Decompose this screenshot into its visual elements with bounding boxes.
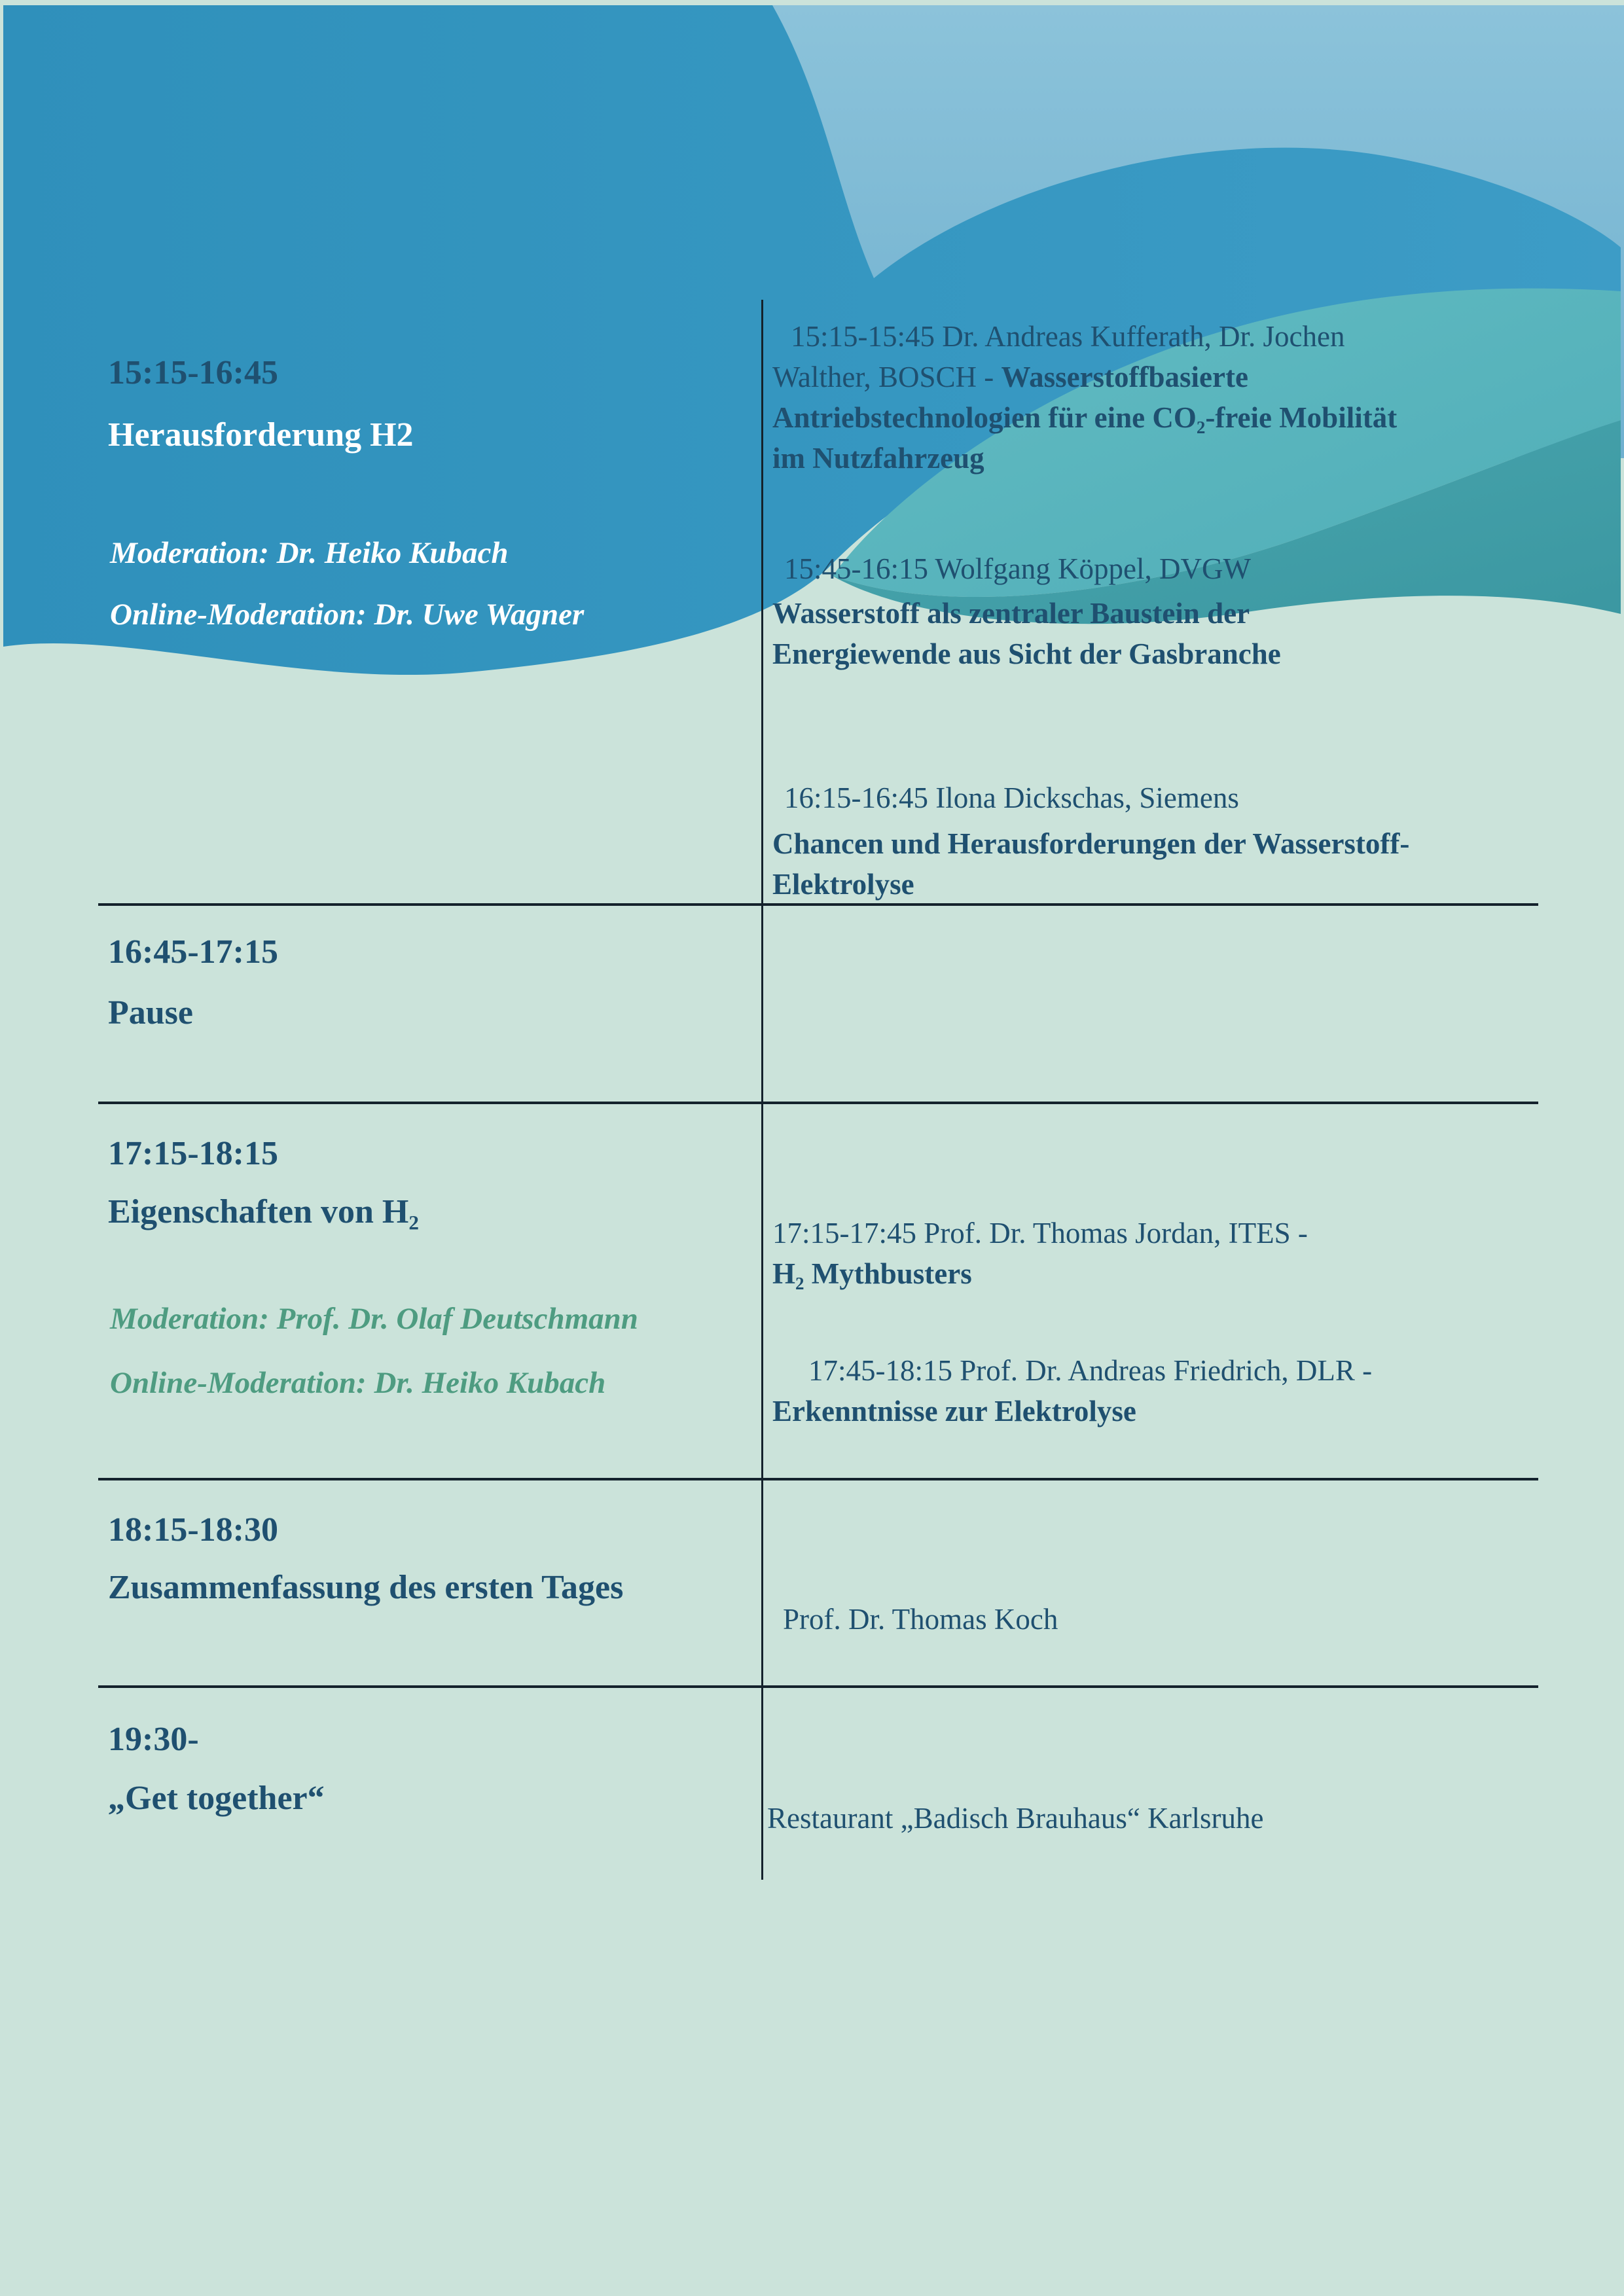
- talk-line: Antriebstechnologien für eine CO₂-freie Mobilität: [772, 401, 1398, 434]
- talk-line: 15:45-16:15 Wolfgang Köppel, DVGW: [784, 552, 1251, 585]
- talk-dickschas: [772, 778, 1409, 905]
- talk-line: Wasserstoff als zentraler Baustein der: [772, 597, 1250, 630]
- talk-line: H₂ Mythbusters: [772, 1257, 972, 1290]
- column-divider-line: [761, 300, 763, 1880]
- talk-line: 15:15-15:45 Dr. Andreas Kufferath, Dr. Jochen: [791, 320, 1345, 353]
- talk-line: im Nutzfahrzeug: [772, 442, 984, 475]
- session-5-title: „Get together“: [108, 1780, 325, 1817]
- talk-friedrich: [772, 1350, 1372, 1431]
- talk-line: 17:45-18:15 Prof. Dr. Andreas Friedrich, DLR -: [808, 1354, 1373, 1387]
- talk-line: Chancen und Herausforderungen der Wasserstoff-: [772, 827, 1410, 860]
- session-5-time: 19:30-: [108, 1721, 199, 1758]
- talk-line: 17:15-17:45 Prof. Dr. Thomas Jordan, ITES -: [772, 1217, 1308, 1249]
- talk-kufferath-walther: [772, 316, 1397, 478]
- session-3-online-moderation: Online-Moderation: Dr. Heiko Kubach: [110, 1366, 606, 1400]
- session-1-moderation: Moderation: Dr. Heiko Kubach: [110, 536, 509, 570]
- session-3-time: 17:15-18:15: [108, 1135, 278, 1172]
- talk-line: Erkenntnisse zur Elektrolyse: [772, 1395, 1136, 1427]
- session-4-time: 18:15-18:30: [108, 1511, 278, 1549]
- talk-koeppel: [772, 548, 1281, 674]
- session-2-title: Pause: [108, 994, 193, 1031]
- talk-jordan: [772, 1213, 1308, 1294]
- session-1-time: 15:15-16:45: [108, 354, 278, 391]
- talk-line: Walther, BOSCH - Wasserstoffbasierte: [772, 361, 1248, 393]
- session-5-location: Restaurant „Badisch Brauhaus“ Karlsruhe: [767, 1802, 1264, 1835]
- session-1-title: Herausforderung H2: [108, 416, 414, 454]
- session-2-time: 16:45-17:15: [108, 933, 278, 971]
- session-4-title: Zusammenfassung des ersten Tages: [108, 1569, 624, 1606]
- session-3-title: Eigenschaften von H₂: [108, 1193, 419, 1230]
- talk-line: Energiewende aus Sicht der Gasbranche: [772, 637, 1281, 670]
- talk-line: Elektrolyse: [772, 868, 914, 901]
- talk-line: 16:15-16:45 Ilona Dickschas, Siemens: [784, 781, 1239, 814]
- session-4-speaker: Prof. Dr. Thomas Koch: [783, 1603, 1058, 1636]
- row-divider-2: [98, 1102, 1538, 1104]
- session-3-moderation: Moderation: Prof. Dr. Olaf Deutschmann: [110, 1302, 638, 1336]
- session-1-online-moderation: Online-Moderation: Dr. Uwe Wagner: [110, 598, 585, 632]
- row-divider-4: [98, 1685, 1538, 1688]
- row-divider-3: [98, 1478, 1538, 1480]
